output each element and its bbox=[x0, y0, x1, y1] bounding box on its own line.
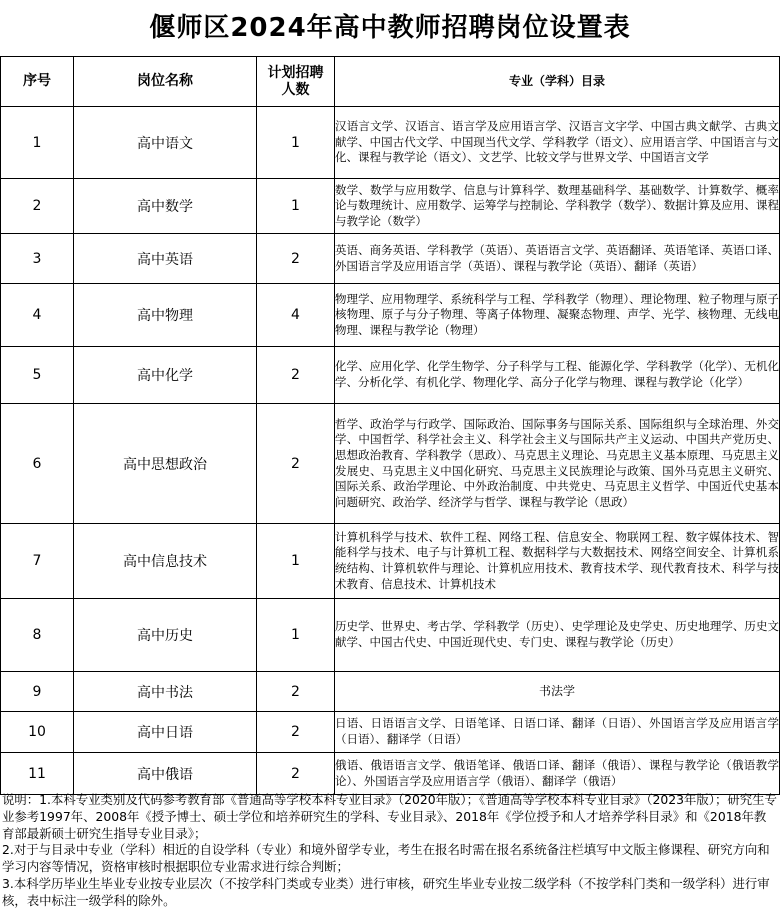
header-row bbox=[1, 57, 780, 107]
row-position: 高中历史 bbox=[74, 599, 257, 672]
table-row bbox=[1, 404, 780, 524]
table-row bbox=[1, 107, 780, 179]
row-count: 2 bbox=[257, 712, 335, 753]
row-index: 1 bbox=[1, 107, 74, 179]
row-position: 高中物理 bbox=[74, 284, 257, 347]
row-position: 高中数学 bbox=[74, 179, 257, 234]
row-majors: 书法学 bbox=[335, 672, 780, 712]
row-count: 2 bbox=[257, 234, 335, 284]
row-majors: 汉语言文学、汉语言、语言学及应用语言学、汉语言文字学、中国古典文献学、古典文献学、中国古代文学、中国现当代文学、学科教学（语文）、应用语言学、中国语言与文化、课程与教学论（语文）、文艺学、比较文学与世界文学、中国语言文学 bbox=[335, 107, 780, 179]
header-count: 计划招聘人数 bbox=[257, 57, 335, 107]
row-position: 高中日语 bbox=[74, 712, 257, 753]
row-position: 高中语文 bbox=[74, 107, 257, 179]
row-count: 1 bbox=[257, 179, 335, 234]
row-index: 5 bbox=[1, 347, 74, 404]
table-row bbox=[1, 347, 780, 404]
table-row bbox=[1, 712, 780, 753]
table-row bbox=[1, 672, 780, 712]
row-index: 7 bbox=[1, 524, 74, 599]
row-count: 1 bbox=[257, 599, 335, 672]
row-majors: 哲学、政治学与行政学、国际政治、国际事务与国际关系、国际组织与全球治理、外交学、中国哲学、科学社会主义、科学社会主义与国际共产主义运动、中国共产党历史、思想政治教育、学科教学（思政）、马克思主义理论、马克思主义基本原理、马克思主义发展史、马克思主义中国化研究、马克思主义民族理论与政策、国外马克思主义研究、国际关系、政治学理论、中外政治制度、中共党史、马克思主义哲学、中国近代史基本问题研究、政治学、经济学与哲学、课程与教学论（思政） bbox=[335, 404, 780, 524]
row-index: 11 bbox=[1, 753, 74, 795]
row-index: 6 bbox=[1, 404, 74, 524]
recruitment-table bbox=[0, 56, 780, 795]
row-majors: 化学、应用化学、化学生物学、分子科学与工程、能源化学、学科教学（化学）、无机化学、分析化学、有机化学、物理化学、高分子化学与物理、课程与教学论（化学） bbox=[335, 347, 780, 404]
row-count: 1 bbox=[257, 524, 335, 599]
notes-section bbox=[2, 792, 778, 910]
row-majors: 历史学、世界史、考古学、学科教学（历史）、史学理论及史学史、历史地理学、历史文献学、中国古代史、中国近现代史、专门史、课程与教学论（历史） bbox=[335, 599, 780, 672]
page-title: 偃师区2024年高中教师招聘岗位设置表 bbox=[149, 13, 631, 43]
row-index: 3 bbox=[1, 234, 74, 284]
row-majors: 数学、数学与应用数学、信息与计算科学、数理基础科学、基础数学、计算数学、概率论与数理统计、应用数学、运筹学与控制论、学科教学（数学）、数据计算及应用、课程与教学论（数学） bbox=[335, 179, 780, 234]
header-position: 岗位名称 bbox=[74, 57, 257, 107]
header-index: 序号 bbox=[1, 57, 74, 107]
row-count: 4 bbox=[257, 284, 335, 347]
row-index: 4 bbox=[1, 284, 74, 347]
table-row bbox=[1, 234, 780, 284]
row-index: 10 bbox=[1, 712, 74, 753]
row-majors: 日语、日语语言文学、日语笔译、日语口译、翻译（日语）、外国语言学及应用语言学（日语）、翻译学（日语） bbox=[335, 712, 780, 753]
table-row bbox=[1, 753, 780, 795]
row-count: 2 bbox=[257, 753, 335, 795]
row-position: 高中信息技术 bbox=[74, 524, 257, 599]
table-row bbox=[1, 284, 780, 347]
row-position: 高中英语 bbox=[74, 234, 257, 284]
row-position: 高中书法 bbox=[74, 672, 257, 712]
row-index: 2 bbox=[1, 179, 74, 234]
row-index: 9 bbox=[1, 672, 74, 712]
row-count: 2 bbox=[257, 347, 335, 404]
note-3: 3.本科学历毕业生毕业专业按专业层次（不按学科门类或专业类）进行审核，研究生毕业专业按二级学科（不按学科门类和一级学科）进行审核，表中标注一级学科的除外。 bbox=[2, 875, 770, 908]
row-count: 2 bbox=[257, 404, 335, 524]
header-majors: 专业（学科）目录 bbox=[335, 57, 780, 107]
note-2: 2.对于与目录中专业（学科）相近的自设学科（专业）和境外留学专业，考生在报名时需在报名系统备注栏填写中文版主修课程、研究方向和学习内容等情况，资格审核时根据职位专业需求进行综合判断； bbox=[2, 842, 770, 875]
row-majors: 英语、商务英语、学科教学（英语）、英语语言文学、英语翻译、英语笔译、英语口译、外国语言学及应用语言学（英语）、课程与教学论（英语）、翻译（英语） bbox=[335, 234, 780, 284]
row-majors: 俄语、俄语语言文学、俄语笔译、俄语口译、翻译（俄语）、课程与教学论（俄语教学论）、外国语言学及应用语言学（俄语）、翻译学（俄语） bbox=[335, 753, 780, 795]
row-position: 高中俄语 bbox=[74, 753, 257, 795]
row-index: 8 bbox=[1, 599, 74, 672]
table-row bbox=[1, 524, 780, 599]
row-majors: 物理学、应用物理学、系统科学与工程、学科教学（物理）、理论物理、粒子物理与原子核物理、原子与分子物理、等离子体物理、凝聚态物理、声学、光学、核物理、无线电物理、课程与教学论（物理） bbox=[335, 284, 780, 347]
table-row bbox=[1, 179, 780, 234]
table-row bbox=[1, 599, 780, 672]
row-position: 高中思想政治 bbox=[74, 404, 257, 524]
note-1: 说明：1.本科专业类别及代码参考教育部《普通高等学校本科专业目录》（2020年版）；《普通高等学校本科专业目录》（2023年版）；研究生专业参考1997年、2008年《授予博士、硕士学位和培养研究生的学科、专业目录》、2018年《学位授予和人才培养学科目录》和《2018年教育部最新硕士研究生指导专业目录》； bbox=[2, 792, 777, 841]
row-majors: 计算机科学与技术、软件工程、网络工程、信息安全、物联网工程、数字媒体技术、智能科学与技术、电子与计算机工程、数据科学与大数据技术、网络空间安全、计算机系统结构、计算机软件与理论、计算机应用技术、教育技术学、现代教育技术、科学与技术教育、信息技术、计算机技术 bbox=[335, 524, 780, 599]
row-count: 1 bbox=[257, 107, 335, 179]
row-position: 高中化学 bbox=[74, 347, 257, 404]
row-count: 2 bbox=[257, 672, 335, 712]
